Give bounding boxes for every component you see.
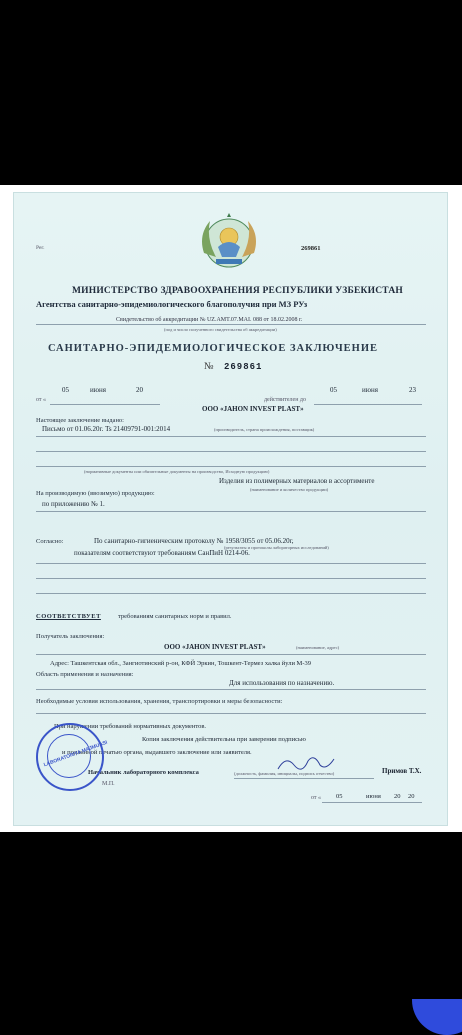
date-month: июня	[90, 386, 106, 394]
valid-line	[314, 404, 422, 405]
according-line-3	[36, 593, 426, 594]
date-line	[50, 404, 160, 405]
reg-label: Рег.	[36, 245, 45, 251]
date-from-label: от «	[36, 397, 47, 403]
date-year: 20	[136, 386, 143, 394]
according-label: Согласно:	[36, 538, 64, 545]
valid-month: июня	[362, 386, 378, 394]
certificate-paper	[13, 192, 448, 826]
mp-label: М.П.	[102, 781, 115, 787]
number-prefix: №	[204, 361, 214, 372]
recipient-label: Получатель заключения:	[36, 633, 105, 640]
uzbekistan-emblem-icon	[194, 213, 264, 277]
recipient-caption: (наименование, адрес)	[296, 645, 340, 650]
sign-date-line	[322, 802, 422, 803]
according-line-1	[36, 563, 426, 564]
recipient-address: Адрес: Ташкентская обл., Зангиотинский р-он, КФЙ Эркин, Тошкент-Термез халка йули М-39	[50, 660, 311, 667]
issued-line	[36, 436, 426, 437]
copy-note-2: и подлинной печатью органа, выдавшего заключение или заявителя.	[62, 749, 252, 756]
sign-month: июня	[366, 793, 381, 800]
according-value: По санитарно-гигиеническим протоколу № 1958/3055 от 05.06.20г,	[94, 537, 294, 545]
conditions-line	[36, 713, 426, 714]
accreditation-line: Свидетельство об аккредитации № UZ.AMT.07.MAI. 088 от 18.02.2008 г.	[116, 317, 303, 323]
scope-value: Для использования по назначению.	[229, 679, 335, 687]
conforms-word: СООТВЕТСТВУЕТ	[36, 613, 101, 620]
accreditation-caption: (под и число полученного свидетельства об аккредитации)	[164, 327, 277, 332]
product-caption: (наименование и количество продукции)	[250, 487, 329, 492]
issued-caption: (производитель, страна происхождения, поставщик)	[214, 427, 315, 432]
signature-icon	[276, 751, 336, 775]
normative-caption: (нормативные документы или обязательные документы на производство, Исходную продукцию)	[84, 469, 270, 474]
sign-from-label: от «	[311, 795, 322, 801]
document-title: САНИТАРНО-ЭПИДЕМИОЛОГИЧЕСКОЕ ЗАКЛЮЧЕНИЕ	[48, 343, 379, 354]
conforms-rest: требованиям санитарных норм и правил.	[118, 613, 232, 620]
product-value: Изделия из полимерных материалов в ассортименте	[219, 477, 375, 485]
certificate-image	[0, 185, 462, 832]
according-caption: (результаты и протоколы лабораторных исследований)	[224, 545, 329, 550]
according-value-2: показателям соответствуют требованиям СанПиН 0214-06.	[74, 549, 250, 557]
head-name: Примов Т.Х.	[382, 767, 422, 775]
valid-day: 05	[330, 386, 337, 394]
recipient-value: ООО «JAHON INVEST PLAST»	[164, 643, 266, 651]
sign-year-2: 20	[408, 793, 415, 800]
sign-day: 05	[336, 793, 343, 800]
head-label: Начальник лабораторного комплекса	[88, 769, 199, 776]
head-caption: (должность, фамилия, инициалы, подпись отчество)	[234, 771, 335, 776]
appendix: по приложению № 1.	[42, 500, 105, 508]
reg-number: 269861	[301, 245, 321, 252]
issued-value: Письмо от 01.06.20г. Ts 21409791-001:2014	[42, 425, 171, 433]
blank-line-1	[36, 451, 426, 452]
blank-line-2	[36, 466, 426, 467]
issued-label: Настоящее заключение выдано:	[36, 417, 124, 424]
product-label: На производимую (ввозимую) продукцию:	[36, 490, 155, 497]
signature-line	[234, 778, 374, 779]
date-day: 05	[62, 386, 69, 394]
violation-note: При нарушении требований нормативных документов.	[54, 723, 207, 730]
stamp-text: LABORATORIYA MAJMUASI	[43, 739, 109, 769]
scope-label: Область применения и назначения:	[36, 671, 134, 678]
company-header: ООО «JAHON INVEST PLAST»	[202, 405, 304, 413]
recipient-line	[36, 654, 426, 655]
sign-year: 20	[394, 793, 401, 800]
copy-note: Копия заключения действительна при заверении подписью	[142, 736, 306, 743]
valid-until-label: действителен до	[264, 397, 306, 403]
conditions-label: Необходимые условия использования, хранения, транспортировки и меры безопасности:	[36, 698, 283, 705]
product-line	[36, 511, 426, 512]
top-black-band	[0, 0, 462, 185]
ministry-title: МИНИСТЕРСТВО ЗДРАВООХРАНЕНИЯ РЕСПУБЛИКИ УЗБЕКИСТАН	[72, 286, 403, 296]
certificate-number: 269861	[224, 362, 263, 372]
scope-line	[36, 689, 426, 690]
according-line-2	[36, 578, 426, 579]
bottom-black-band	[0, 832, 462, 999]
agency-title: Агентства санитарно-эпидемиологического благополучия при МЗ РУз	[36, 299, 308, 309]
valid-year: 23	[409, 386, 416, 394]
divider	[36, 324, 426, 325]
